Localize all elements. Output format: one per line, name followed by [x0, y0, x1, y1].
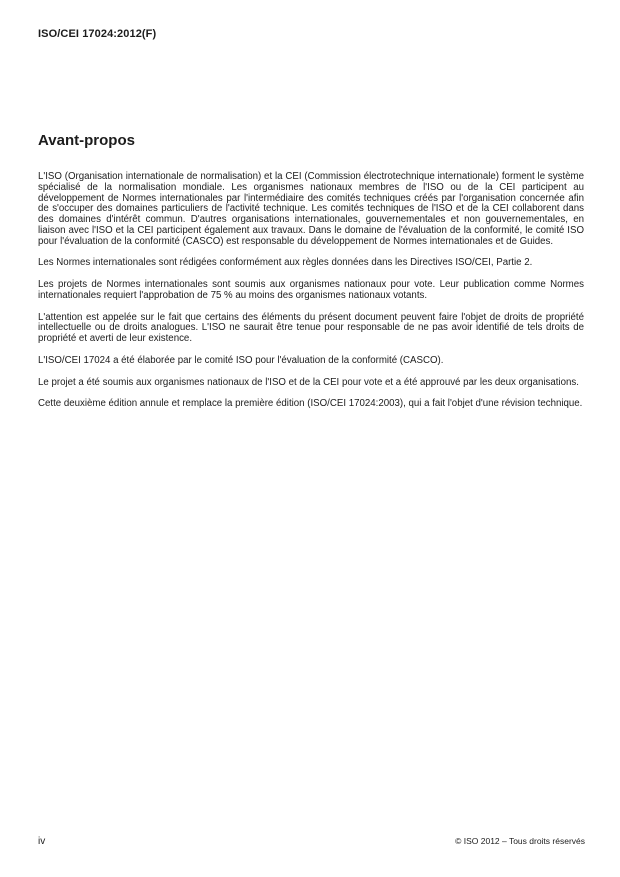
paragraph-foreword-1: L'ISO (Organisation internationale de normalisation) et la CEI (Commission électrotechnique internationale) forment le système spécialisé de la normalisation mondiale. Les organismes nationaux membres de l'ISO ou de la CEI participent au développement de Normes internationales par l'intermédiaire des comités techniques créés par l'organisation concernée afin de s'occuper des domaines particuliers de l'activité technique. Les comités techniques de l'ISO et de la CEI collaborent dans des domaines d'intérêt commun. D'autres organisations internationales, gouvernementales et non gouvernementales, en liaison avec l'ISO et la CEI participent également aux travaux. Dans le domaine de l'évaluation de la conformité, le comité ISO pour l'évaluation de la conformité (CASCO) est responsable du développement de Normes internationales et de Guides. — [38, 171, 584, 247]
paragraph-foreword-6: Le projet a été soumis aux organismes nationaux de l'ISO et de la CEI pour vote et a été approuvé par les deux organisations. — [38, 376, 579, 388]
paragraph-foreword-2: Les Normes internationales sont rédigées conformément aux règles données dans les Directives ISO/CEI, Partie 2. — [38, 257, 533, 269]
copyright-notice: © ISO 2012 – Tous droits réservés — [455, 836, 585, 846]
section-title: Avant-propos — [38, 132, 135, 149]
paragraph-foreword-3: Les projets de Normes internationales sont soumis aux organismes nationaux pour vote. Leur publication comme Normes internationales requiert l'approbation de 75 % au moins des organismes nationaux votants. — [38, 279, 584, 301]
document-reference: ISO/CEI 17024:2012(F) — [38, 28, 157, 40]
page-number: iv — [38, 836, 46, 847]
paragraph-foreword-5: L'ISO/CEI 17024 a été élaborée par le comité ISO pour l'évaluation de la conformité (CASCO). — [38, 354, 444, 366]
page-footer — [38, 836, 585, 847]
page-body — [38, 132, 584, 421]
paragraph-foreword-7: Cette deuxième édition annule et remplace la première édition (ISO/CEI 17024:2003), qui a fait l'objet d'une révision technique. — [38, 398, 583, 410]
paragraph-foreword-4: L'attention est appelée sur le fait que certains des éléments du présent document peuvent faire l'objet de droits de propriété intellectuelle ou de droits analogues. L'ISO ne saurait être tenue pour responsable de ne pas avoir identifié de tels droits de propriété et averti de leur existence. — [38, 311, 584, 344]
